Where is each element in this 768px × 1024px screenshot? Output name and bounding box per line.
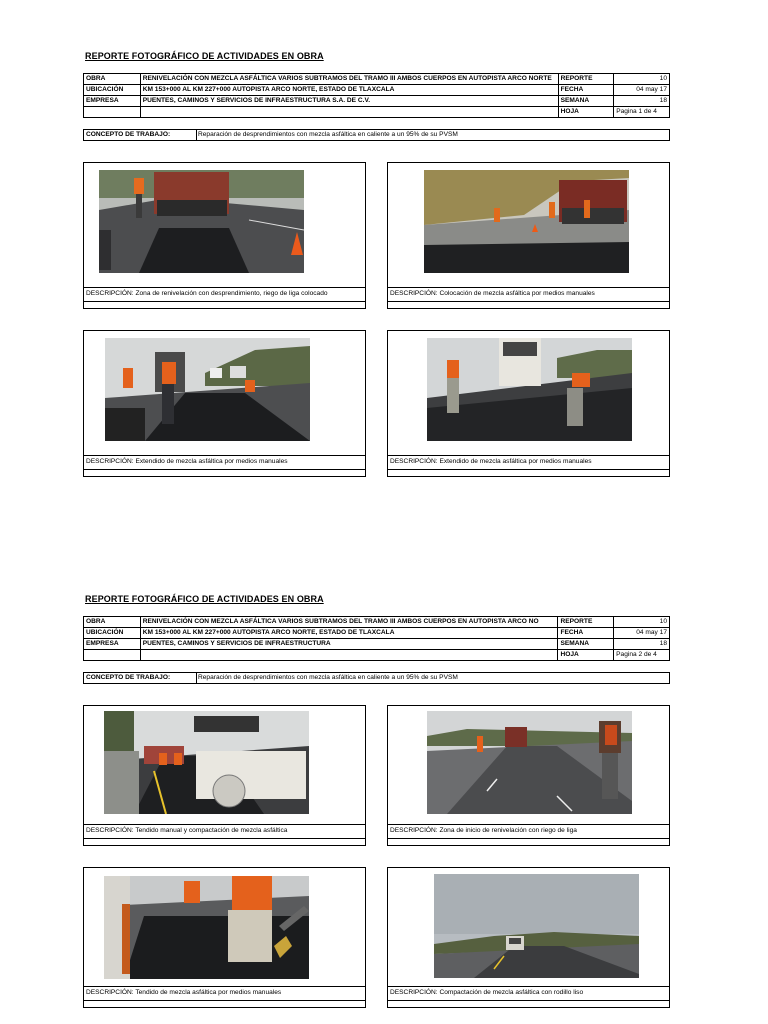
semana-value: 18 <box>614 639 670 650</box>
site-photo <box>105 338 310 441</box>
reporte-label: REPORTE <box>558 74 614 85</box>
photo-card <box>387 867 670 1008</box>
obra-value: RENIVELACIÓN CON MEZCLA ASFÁLTICA VARIOS SUBTRAMOS DEL TRAMO III AMBOS CUERPOS EN AUTOPISTA ARCO NO <box>140 617 558 628</box>
photo-description: DESCRIPCIÓN: Zona de renivelación con desprendimiento, riego de liga colocado <box>84 287 365 308</box>
photo-card <box>83 330 366 477</box>
photo-card <box>83 162 366 309</box>
concepto-value: Reparación de desprendimientos con mezcla asfáltica en caliente a un 95% de su PVSM <box>198 674 458 681</box>
photo-description: DESCRIPCIÓN: Tendido de mezcla asfáltica por medios manuales <box>84 986 365 1007</box>
semana-value: 18 <box>614 96 670 107</box>
empresa-value: PUENTES, CAMINOS Y SERVICIOS DE INFRAESTRUCTURA S.A. DE C.V. <box>140 96 558 107</box>
fecha-label: FECHA <box>558 85 614 96</box>
report-title: REPORTE FOTOGRÁFICO DE ACTIVIDADES EN OBRA <box>85 51 324 61</box>
fecha-value: 04 may 17 <box>614 628 670 639</box>
semana-label: SEMANA <box>558 639 614 650</box>
site-photo <box>104 711 309 814</box>
divider <box>388 469 669 476</box>
report-title: REPORTE FOTOGRÁFICO DE ACTIVIDADES EN OBRA <box>85 594 324 604</box>
photo-card <box>387 162 670 309</box>
reporte-label: REPORTE <box>558 617 614 628</box>
report-header-table <box>83 616 670 661</box>
photo-description: DESCRIPCIÓN: Zona de inicio de renivelación con riego de liga <box>388 824 669 845</box>
site-photo <box>427 711 632 814</box>
obra-label: OBRA <box>84 74 141 85</box>
photo-card <box>83 867 366 1008</box>
semana-label: SEMANA <box>558 96 614 107</box>
empty-cell <box>140 107 558 118</box>
concepto-row <box>83 129 670 141</box>
divider <box>84 469 365 476</box>
divider <box>84 301 365 308</box>
photo-card <box>387 705 670 846</box>
photo-description: DESCRIPCIÓN: Extendido de mezcla asfáltica por medios manuales <box>388 455 669 476</box>
ubicacion-value: KM 153+000 AL KM 227+000 AUTOPISTA ARCO NORTE, ESTADO DE TLAXCALA <box>140 85 558 96</box>
site-photo <box>424 170 629 273</box>
empty-cell <box>84 107 141 118</box>
reporte-value: 10 <box>614 617 670 628</box>
photo-description: DESCRIPCIÓN: Tendido manual y compactación de mezcla asfáltica <box>84 824 365 845</box>
photo-card <box>387 330 670 477</box>
divider <box>196 673 197 683</box>
report-header-table <box>83 73 670 118</box>
empresa-label: EMPRESA <box>84 639 141 650</box>
empresa-value: PUENTES, CAMINOS Y SERVICIOS DE INFRAESTRUCTURA <box>140 639 558 650</box>
hoja-label: HOJA <box>558 650 614 661</box>
site-photo <box>104 876 309 979</box>
empty-cell <box>84 650 141 661</box>
obra-value: RENIVELACIÓN CON MEZCLA ASFÁLTICA VARIOS SUBTRAMOS DEL TRAMO III AMBOS CUERPOS EN AUTOPISTA ARCO NORTE <box>140 74 558 85</box>
divider <box>196 130 197 140</box>
divider <box>388 301 669 308</box>
concepto-value: Reparación de desprendimientos con mezcla asfáltica en caliente a un 95% de su PVSM <box>198 131 458 138</box>
site-photo <box>434 874 639 978</box>
concepto-label: CONCEPTO DE TRABAJO: <box>86 674 171 681</box>
hoja-value: Pagina 1 de 4 <box>614 107 670 118</box>
photo-card <box>83 705 366 846</box>
fecha-value: 04 may 17 <box>614 85 670 96</box>
site-photo <box>99 170 304 273</box>
divider <box>388 1000 669 1007</box>
concepto-row <box>83 672 670 684</box>
empty-cell <box>140 650 558 661</box>
obra-label: OBRA <box>84 617 141 628</box>
ubicacion-label: UBICACIÓN <box>84 628 141 639</box>
divider <box>84 838 365 845</box>
fecha-label: FECHA <box>558 628 614 639</box>
reporte-value: 10 <box>614 74 670 85</box>
hoja-label: HOJA <box>558 107 614 118</box>
concepto-label: CONCEPTO DE TRABAJO: <box>86 131 171 138</box>
photo-description: DESCRIPCIÓN: Compactación de mezcla asfáltica con rodillo liso <box>388 986 669 1007</box>
divider <box>84 1000 365 1007</box>
hoja-value: Pagina 2 de 4 <box>614 650 670 661</box>
ubicacion-value: KM 153+000 AL KM 227+000 AUTOPISTA ARCO NORTE, ESTADO DE TLAXCALA <box>140 628 558 639</box>
ubicacion-label: UBICACIÓN <box>84 85 141 96</box>
photo-description: DESCRIPCIÓN: Colocación de mezcla asfáltica por medios manuales <box>388 287 669 308</box>
divider <box>388 838 669 845</box>
empresa-label: EMPRESA <box>84 96 141 107</box>
photo-description: DESCRIPCIÓN: Extendido de mezcla asfáltica por medios manuales <box>84 455 365 476</box>
site-photo <box>427 338 632 441</box>
